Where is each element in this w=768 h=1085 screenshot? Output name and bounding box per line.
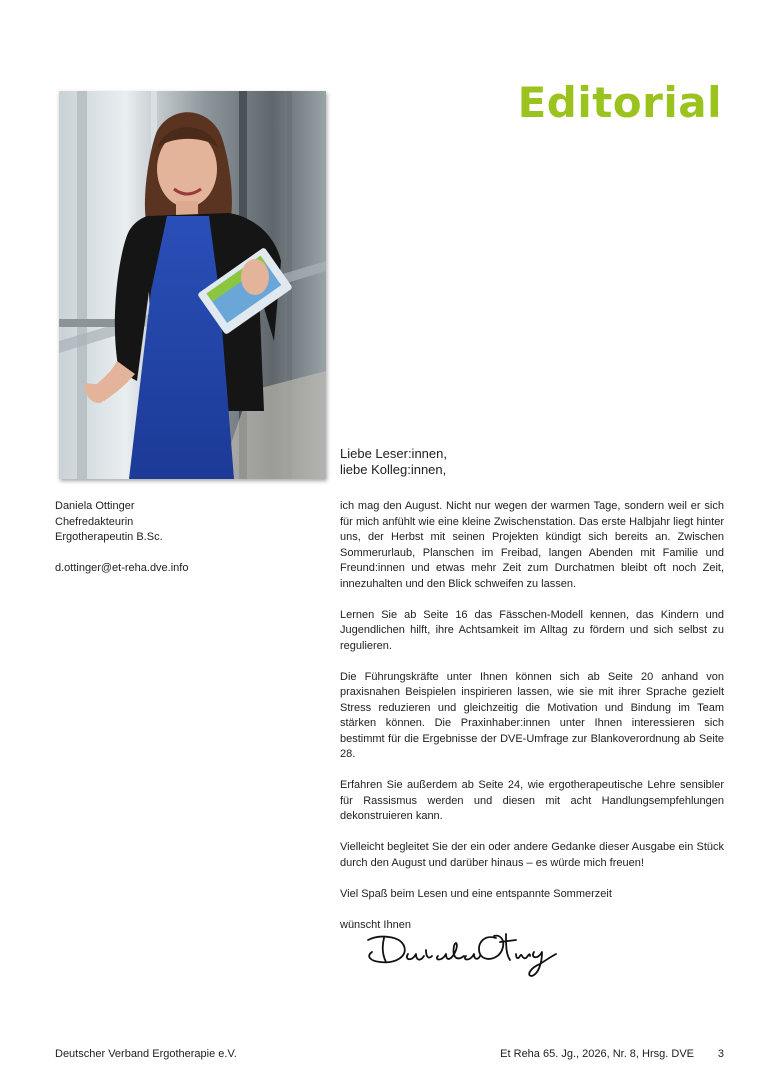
paragraph-5: Vielleicht begleitet Sie der ein oder andere Gedanke dieser Ausgabe ein Stück durch den August und darüber hinaus – es würde mich freuen! [340,841,724,869]
paragraph-2: Lernen Sie ab Seite 16 das Fässchen-Modell kennen, das Kindern und Jugendlichen hilft, ihre Achtsamkeit im Alltag zu fördern und sich selbst zu regulieren. [340,608,724,652]
author-email-link[interactable]: d.ottinger@et-reha.dve.info [55,562,189,574]
author-qualification: Ergotherapeutin B.Sc. [55,531,163,543]
letter-salutation [340,446,447,478]
author-info [55,499,305,577]
footer-publisher: Deutscher Verband Ergotherapie e.V. [55,1048,237,1060]
letter-body [340,499,724,949]
author-name: Daniela Ottinger [55,500,135,512]
footer-issue: Et Reha 65. Jg., 2026, Nr. 8, Hrsg. DVE [500,1048,694,1060]
page-title: Editorial [517,78,722,127]
salutation-line-2: liebe Kolleg:innen, [340,462,447,477]
signature [360,926,560,987]
handwritten-signature-icon [360,926,560,982]
footer-page-number: 3 [717,1048,724,1060]
paragraph-4: Erfahren Sie außerdem ab Seite 24, wie ergotherapeutische Lehre sensibler für Rassismus werden und diesen mit acht Handlungsempfehlungen dekonstruieren kann. [340,779,724,822]
paragraph-3: Die Führungskräfte unter Ihnen können sich ab Seite 20 anhand von praxisnahen Beispielen inspirieren lassen, wie sie mit ihrer Sprache gezielt Stress reduzieren und gleichzeitig die Motivation und Bindung im Team stärken können. Die Praxinhaber:innen unter Ihnen interessieren sich bestimmt für die Ergebnisse der DVE-Umfrage zur Blankoverordnung ab Seite 28. [340,670,724,760]
paragraph-7: wünscht Ihnen [340,918,411,931]
paragraph-6: Viel Spaß beim Lesen und eine entspannte Sommerzeit [340,887,612,900]
author-portrait-photo [59,91,326,479]
paragraph-1: ich mag den August. Nicht nur wegen der warmen Tage, sondern weil er sich für mich anfühlt wie eine kleine Zwischenstation. Das erste Halbjahr liegt hinter uns, der Herbst mit seinen Projekten kündigt sich bereits an. Zwischen Sommerurlaub, Planschen im Freibad, langen Abenden mit Familie und Freund:innen und etwas mehr Zeit zum Durchatmen bleibt oft noch Zeit, innezuhalten und den Blick schweifen zu lassen. [340,500,724,590]
portrait-photo-icon [59,91,326,479]
salutation-line-1: Liebe Leser:innen, [340,446,447,461]
author-role: Chefredakteurin [55,515,134,528]
